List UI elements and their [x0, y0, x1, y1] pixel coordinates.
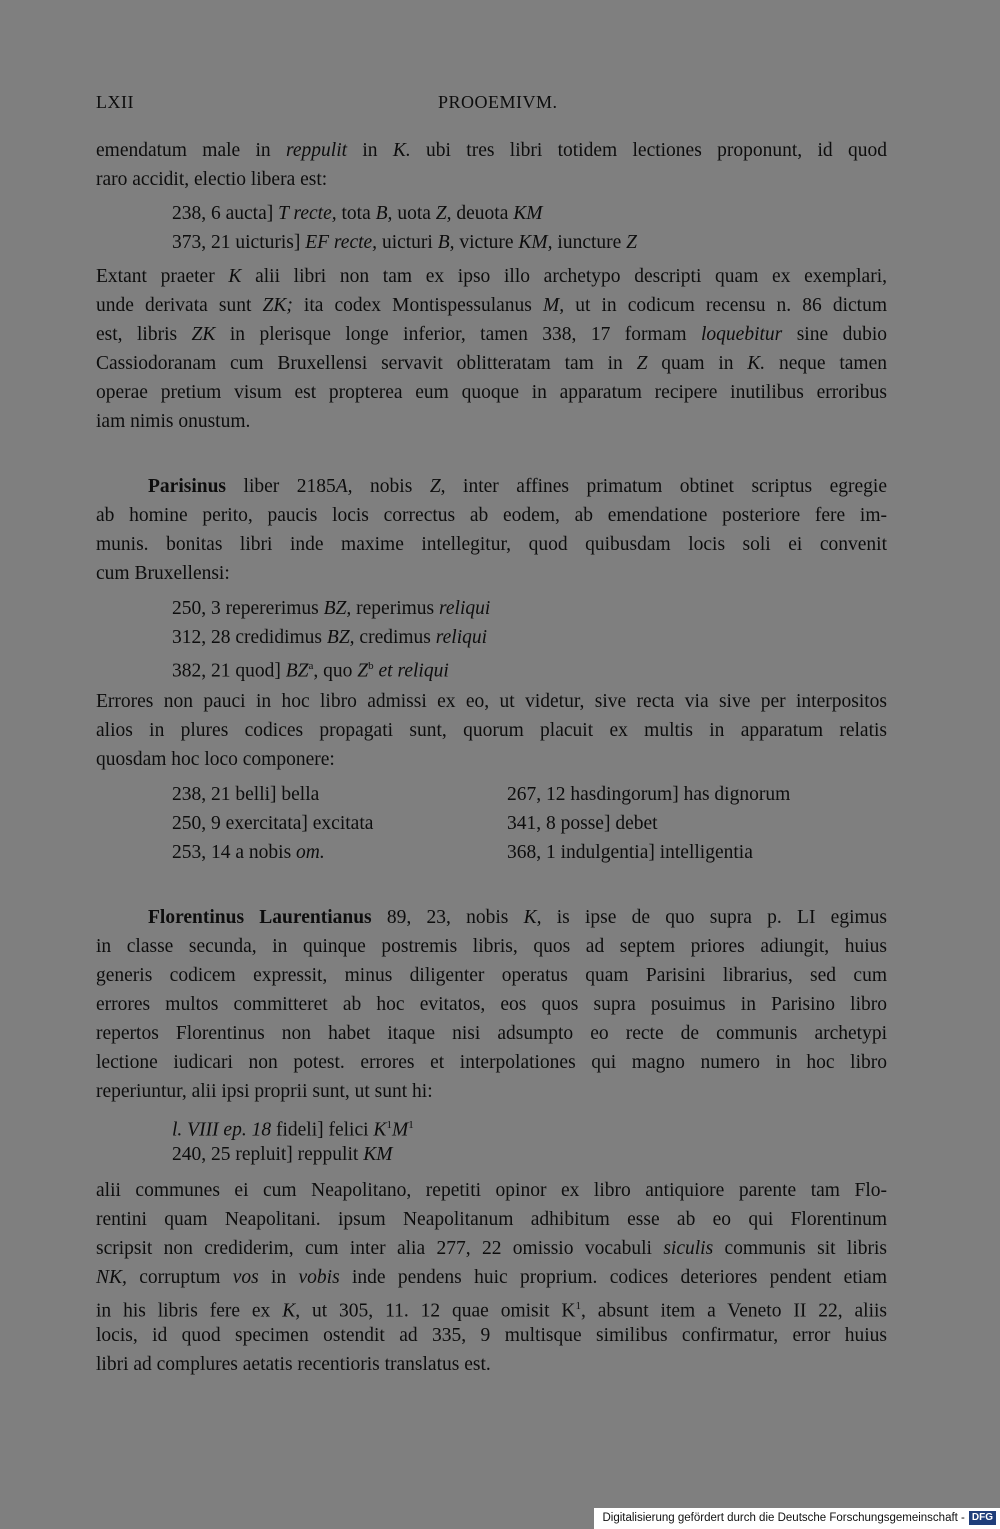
example-line: 240, 25 repluit] reppulit KM — [172, 1144, 393, 1165]
text-line: ab homine perito, paucis locis correctus ab eodem, ab emendatione posteriore fere im- — [96, 505, 887, 526]
text-line: unde derivata sunt ZK; ita codex Montispessulanus M, ut in codicum recensu n. 86 dictum — [96, 295, 888, 316]
text-line: Errores non pauci in hoc libro admissi ex eo, ut videtur, sive recta via sive per interpositos — [96, 691, 887, 712]
text-line: Florentinus Laurentianus 89, 23, nobis K, is ipse de quo supra p. LI egimus — [148, 907, 887, 928]
text-line: emendatum male in reppulit in K. ubi tres libri totidem lectiones proponunt, id quod — [96, 140, 887, 161]
manuscript-name: Parisinus — [148, 476, 227, 497]
funding-footer — [594, 1508, 1000, 1529]
text-line: munis. bonitas libri inde maxime intellegitur, quod quibusdam locis soli ei convenit — [96, 534, 887, 555]
text-line: raro accidit, electio libera est: — [96, 169, 328, 190]
error-example: 341, 8 posse] debet — [507, 813, 658, 834]
text-line: in classe secunda, in quinque postremis libris, quos ad septem priores adiungit, huius — [96, 936, 887, 957]
example-line: 238, 6 aucta] T recte, tota B, uota Z, deuota KM — [172, 203, 543, 224]
text-line: errores multos committeret ab hoc evitatos, eos quos supra posuimus in Parisino libro — [96, 994, 887, 1015]
error-example: 267, 12 hasdingorum] has dignorum — [507, 784, 791, 805]
error-example: 250, 9 exercitata] excitata — [172, 813, 374, 834]
text-line: alios in plures codices propagati sunt, quorum placuit ex multis in apparatum relatis — [96, 720, 887, 741]
text-line: rentini quam Neapolitani. ipsum Neapolitanum adhibitum esse ab eo qui Florentinum — [96, 1209, 887, 1230]
funding-text: Digitalisierung gefördert durch die Deutsche Forschungsgemeinschaft - — [602, 1512, 965, 1524]
text-line: libri ad complures aetatis recentioris translatus est. — [96, 1354, 491, 1375]
text-line: alii communes ei cum Neapolitano, repetiti opinor ex libro antiquiore parente tam Flo- — [96, 1180, 887, 1201]
error-example: 238, 21 belli] bella — [172, 784, 320, 805]
text-line: repertos Florentinus non habet itaque nisi adsumpto eo recte de communis archetypi — [96, 1023, 887, 1044]
text-line: est, libris ZK in plerisque longe inferior, tamen 338, 17 formam loquebitur sine dubio — [96, 324, 887, 345]
text-line: cum Bruxellensi: — [96, 563, 230, 584]
text-line: scripsit non crediderim, cum inter alia 277, 22 omissio vocabuli siculis communis sit libris — [96, 1238, 887, 1259]
dfg-logo: DFG — [969, 1511, 996, 1525]
text-line: NK, corruptum vos in vobis inde pendens huic proprium. codices deteriores pendent etiam — [96, 1267, 887, 1288]
running-title: PROOEMIVM. — [438, 92, 558, 112]
text-line: Extant praeter K alii libri non tam ex ipso illo archetypo descripti quam ex exemplari, — [96, 266, 887, 287]
text-line: in his libris fere ex K, ut 305, 11. 12 quae omisit $K^1$, absunt item a Veneto II 22, aliis — [96, 1300, 887, 1322]
page-number: LXII — [96, 92, 134, 112]
text-line: operae pretium visum est propterea eum quoque in apparatum recipere inutilibus erroribus — [96, 382, 887, 403]
example-line: 382, 21 quod] $BZ^a$, quo $Z^b$ et reliqui — [172, 660, 449, 682]
text-line: iam nimis onustum. — [96, 411, 251, 432]
manuscript-name: Florentinus Laurentianus — [148, 907, 372, 928]
text-line: reperiuntur, alii ipsi proprii sunt, ut sunt hi: — [96, 1081, 433, 1102]
example-line: 250, 3 repererimus BZ, reperimus reliqui — [172, 598, 491, 619]
text-line: quosdam hoc loco componere: — [96, 749, 335, 770]
text-line: Cassiodoranam cum Bruxellensi servavit oblitteratam tam in Z quam in K. neque tamen — [96, 353, 887, 374]
error-example: 253, 14 a nobis om. — [172, 842, 325, 863]
example-line: 312, 28 credidimus BZ, credimus reliqui — [172, 627, 488, 648]
text-line: locis, id quod specimen ostendit ad 335, 9 multisque similibus confirmatur, error huius — [96, 1325, 887, 1346]
example-line: l. VIII ep. 18 fideli] felici $K^1M^1$ — [172, 1119, 414, 1141]
text-line: generis codicem expressit, minus diligenter operatus quam Parisini librarius, sed cum — [96, 965, 887, 986]
example-line: 373, 21 uicturis] EF recte, uicturi B, victure KM, iuncture Z — [172, 232, 638, 253]
text-line: Parisinus liber 2185A, nobis Z, inter affines primatum obtinet scriptus egregie — [148, 476, 888, 497]
error-example: 368, 1 indulgentia] intelligentia — [507, 842, 753, 863]
text-line: lectione iudicari non potest. errores et interpolationes qui magno numero in hoc libro — [96, 1052, 887, 1073]
